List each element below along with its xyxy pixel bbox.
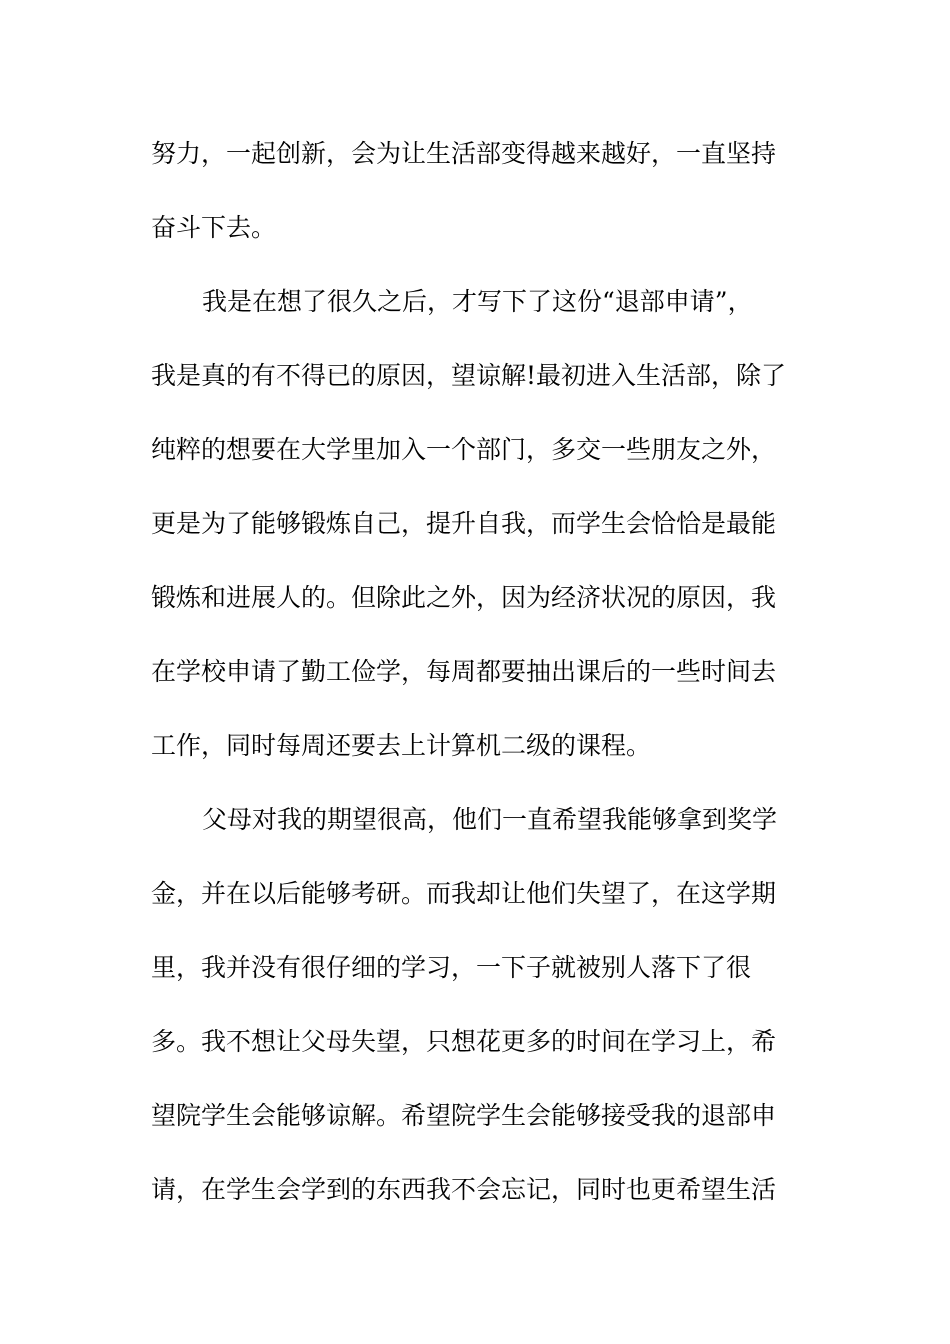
document-body [151, 128, 811, 1238]
text-line: 我是真的有不得已的原因，望谅解!最初进入生活部，除了 [151, 361, 787, 390]
text-line: 纯粹的想要在大学里加入一个部门，多交一些朋友之外， [151, 435, 777, 464]
text-line: 奋斗下去。 [151, 213, 277, 242]
text-line: 请，在学生会学到的东西我不会忘记，同时也更希望生活 [151, 1175, 777, 1204]
text-line: 多。我不想让父母失望，只想花更多的时间在学习上，希 [151, 1027, 777, 1056]
text-line: 里，我并没有很仔细的学习，一下子就被别人落下了很 [151, 953, 752, 982]
paragraph-first-line: 父母对我的期望很高，他们一直希望我能够拿到奖学 [202, 805, 778, 834]
text-line: 努力，一起创新，会为让生活部变得越来越好，一直坚持 [151, 139, 777, 168]
text-line: 金，并在以后能够考研。而我却让他们失望了，在这学期 [151, 879, 777, 908]
paragraph-first-line: 我是在想了很久之后，才写下了这份“退部申请”， [202, 287, 753, 316]
text-line: 更是为了能够锻炼自己，提升自我，而学生会恰恰是最能 [151, 509, 777, 538]
text-line: 在学校申请了勤工俭学，每周都要抽出课后的一些时间去 [151, 657, 777, 686]
text-line: 望院学生会能够谅解。希望院学生会能够接受我的退部申 [151, 1101, 777, 1130]
text-line: 锻炼和进展人的。但除此之外，因为经济状况的原因，我 [151, 583, 777, 612]
text-line: 工作，同时每周还要去上计算机二级的课程。 [151, 731, 652, 760]
